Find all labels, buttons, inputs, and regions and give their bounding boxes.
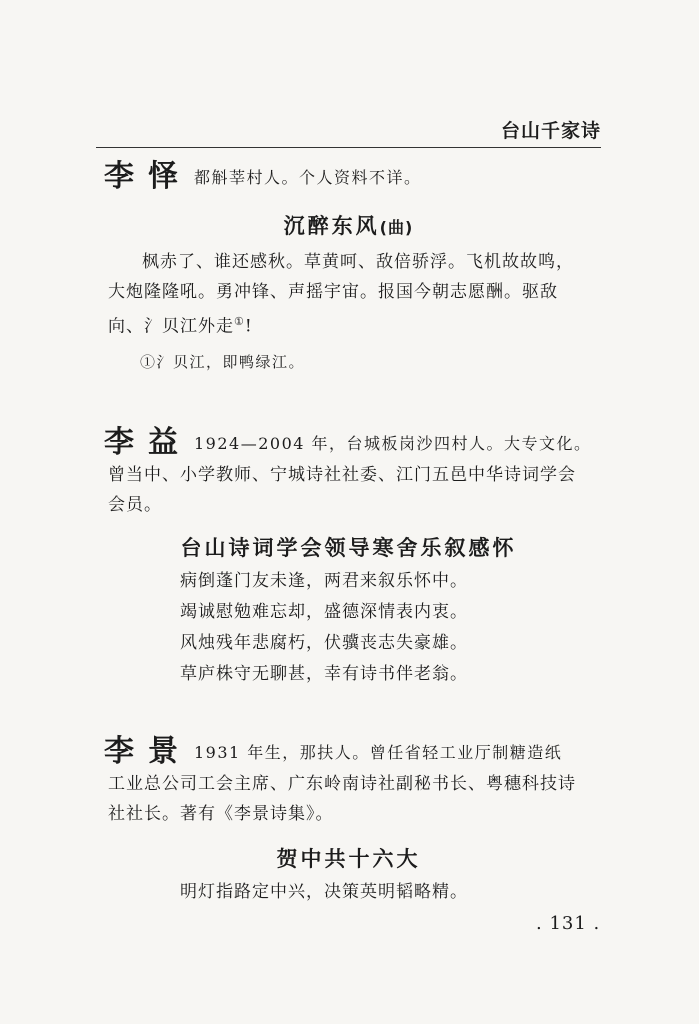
poem-verse xyxy=(180,566,580,690)
author-name: 李怿 xyxy=(104,159,192,194)
exclamation-mark: ! xyxy=(244,316,253,337)
bio-line: 会员。 xyxy=(108,495,162,515)
poem-line: 向、氵贝江外走 xyxy=(108,316,234,337)
running-head: 台山千家诗 xyxy=(500,120,601,142)
bio-line: 曾当中、小学教师、宁城诗社社委、江门五邑中华诗词学会 xyxy=(108,465,576,485)
poem-title xyxy=(96,210,601,240)
poem-line: 枫赤了、谁还感秋。草黄呵、敌倍骄浮。飞机故故鸣， xyxy=(142,252,574,272)
poem-title: 贺中共十六大 xyxy=(276,847,421,871)
poem-title: 台山诗词学会领导寒舍乐叙感怀 xyxy=(180,536,517,560)
poem-line: 大炮隆隆吼。勇冲锋、声摇宇宙。报国今朝志愿酬。驱敌 xyxy=(108,282,558,302)
footnote-marker: ① xyxy=(234,315,245,328)
poem-body xyxy=(108,247,603,342)
author-bio-continued xyxy=(108,460,603,520)
author-name: 李景 xyxy=(104,734,192,769)
entry-header-li-yi-2 xyxy=(104,426,604,461)
verse-line: 病倒蓬门友未逢，两君来叙乐怀中。 xyxy=(180,571,468,591)
author-bio: 1924—2004 年，台城板岗沙四村人。大专文化。 xyxy=(194,434,592,453)
poem-title-note: (曲) xyxy=(379,218,414,237)
verse-line: 竭诚慰勉难忘却，盛德深情表内衷。 xyxy=(180,602,468,622)
author-bio: 都斛莘村人。个人资料不详。 xyxy=(194,168,422,187)
entry-header-li-jing xyxy=(104,735,604,770)
page-number: . 131 . xyxy=(536,913,601,934)
verse-line: 草庐株守无聊甚，幸有诗书伴老翁。 xyxy=(180,664,468,684)
entry-header-li-yi-1 xyxy=(104,160,604,195)
verse-line: 明灯指路定中兴，决策英明韬略精。 xyxy=(180,882,468,902)
bio-line: 社社长。著有《李景诗集》。 xyxy=(108,804,334,824)
footnote: ①氵贝江，即鸭绿江。 xyxy=(140,353,306,371)
poem-title-text: 沉醉东风 xyxy=(283,214,380,238)
author-name: 李益 xyxy=(104,425,192,460)
author-bio-continued xyxy=(108,769,603,829)
bio-line: 工业总公司工会主席、广东岭南诗社副秘书长、粤穗科技诗 xyxy=(108,774,576,794)
verse-line: 风烛残年悲腐朽，伏骥丧志失豪雄。 xyxy=(180,633,468,653)
author-bio: 1931 年生，那扶人。曾任省轻工业厅制糖造纸 xyxy=(194,743,563,762)
poem-verse xyxy=(180,877,580,908)
header-rule xyxy=(96,147,601,148)
